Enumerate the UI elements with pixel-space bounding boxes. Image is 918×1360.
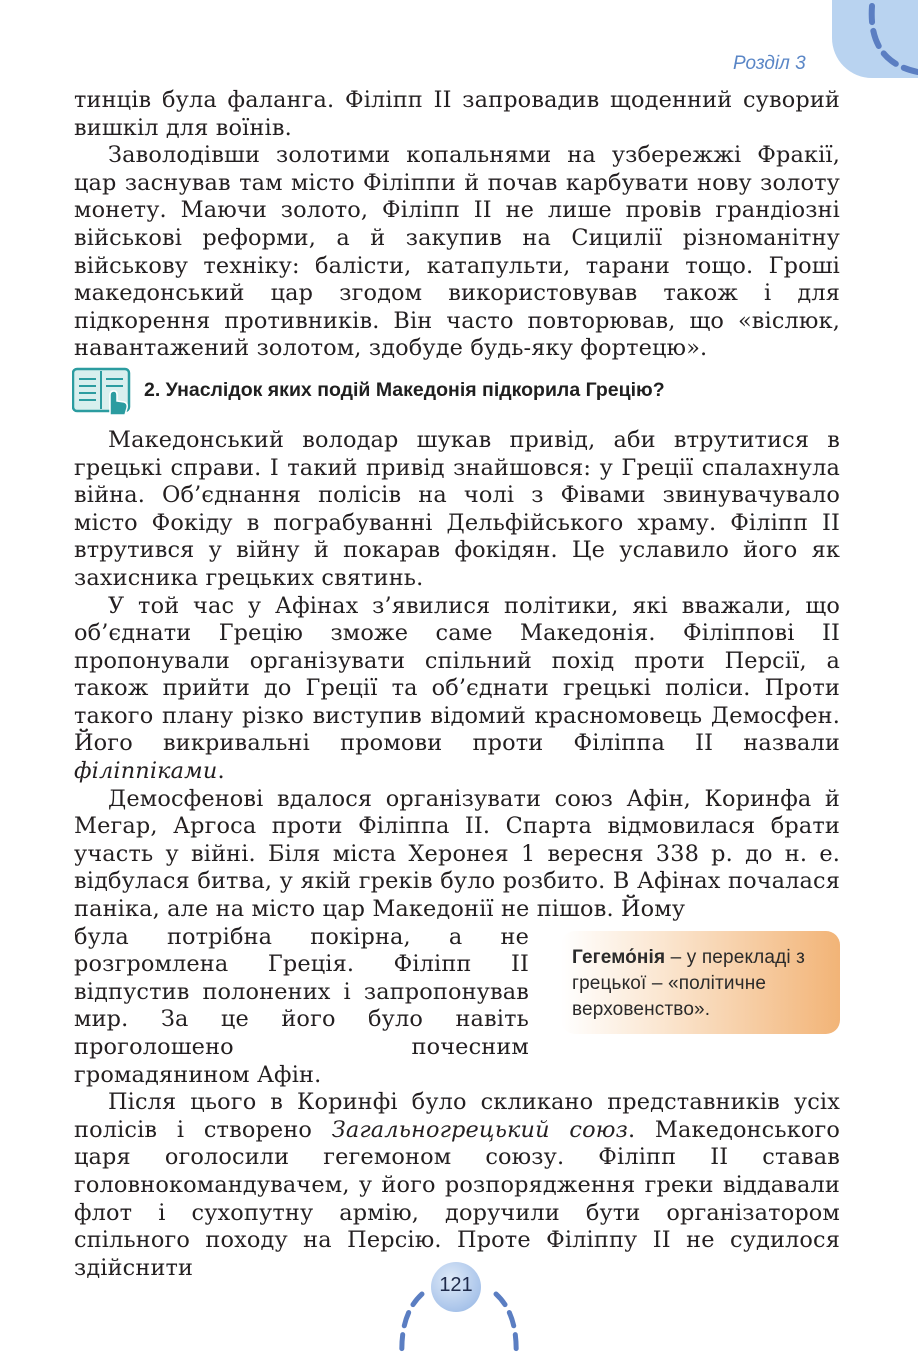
question-text: 2. Унаслідок яких подій Македонія підкорила Грецію? xyxy=(144,378,665,401)
book-pointer-icon xyxy=(72,365,132,417)
paragraph: тинців була фаланга. Філіпп ІІ запровадив щоденний суворий вишкіл для воїнів. xyxy=(74,87,840,141)
glossary-term: Гегемо́нія xyxy=(572,946,666,968)
paragraph xyxy=(74,593,840,786)
glossary-text xyxy=(572,945,834,1023)
glossary-note xyxy=(561,931,840,1034)
page-number-badge xyxy=(398,1262,520,1358)
corner-dash-decoration xyxy=(832,0,918,78)
term-union: Загальногрецький союз xyxy=(331,1116,628,1143)
paragraph-text: Після цього в Коринфі було скликано представників усіх полісів і створено xyxy=(74,1089,840,1143)
section-label: Розділ 3 xyxy=(733,53,806,74)
paragraph xyxy=(74,1089,840,1282)
glossary-definition: – у перекладі з грецької – «політичне верховенство». xyxy=(572,946,805,1020)
paragraph: Заволодівши золотими копальнями на узбережжі Фракії, цар заснував там місто Філіппи й почав карбувати нову золоту монету. Маючи золото, Філіпп ІІ не лише провів грандіозні військові реформи, а й закупив на Сицилії різноманітну військову техніку: балісти, катапульти, тарани тощо. Гроші македонський цар згодом використовував також і для підкорення противників. Він часто повторював, що «віслюк, навантажений золотом, здобуде будь-яку фортецю». xyxy=(74,142,840,362)
question-heading xyxy=(74,365,840,423)
page-content xyxy=(74,87,840,1282)
paragraph: Македонський володар шукав привід, аби втрутитися в грецькі справи. І такий привід знайшовся: у Греції спалахнула війна. Об’єднання полісів на чолі з Фівами звинувачувало місто Фокіду в пограбуванні Дельфійського храму. Філіпп ІІ втрутився у війну й покарав фокідян. Це уславило його як захисника грецьких святинь. xyxy=(74,426,840,591)
paragraph: Демосфенові вдалося організувати союз Афін, Коринфа й Мегар, Аргоса проти Філіппа ІІ. Спарта відмовилася брати участь у війні. Біля міста Херонея 1 вересня 338 р. до н. е. відбулася битва, у якій греків було розбито. В Афінах почалася паніка, але на місто цар Македонії не пішов. Йому xyxy=(74,785,840,923)
wrapped-section xyxy=(74,924,840,1090)
paragraph-text: У той час у Афінах з’явилися політики, які вважали, що об’єднати Грецію зможе саме Македонія. Філіппові ІІ пропонували організувати спільний похід проти Персії, а також прийти до Греції та об’єднати грецькі поліси. Проти такого плану різко виступив відомий красномовець Демосфен. Його викривальні промови проти Філіппа ІІ назвали xyxy=(74,592,840,757)
paragraph: була потрібна покірна, а не розгромлена Греція. Філіпп ІІ відпустив полонених і запропонував мир. За це його було навіть проголошено почесним громадянином Афін. xyxy=(74,923,529,1088)
page-number: 121 xyxy=(439,1274,473,1296)
term-philippics: філіппіками xyxy=(74,758,218,785)
paragraph-tail: . xyxy=(217,758,225,785)
paragraph-tail: . Македонського царя оголосили гегемоном союзу. Філіпп ІІ ставав головнокомандувачем, у його розпорядження греки віддавали флот і сухопутну армію, доручили бути організатором спільного походу на Персію. Проте Філіппу ІІ не судилося здійснити xyxy=(74,1116,840,1281)
